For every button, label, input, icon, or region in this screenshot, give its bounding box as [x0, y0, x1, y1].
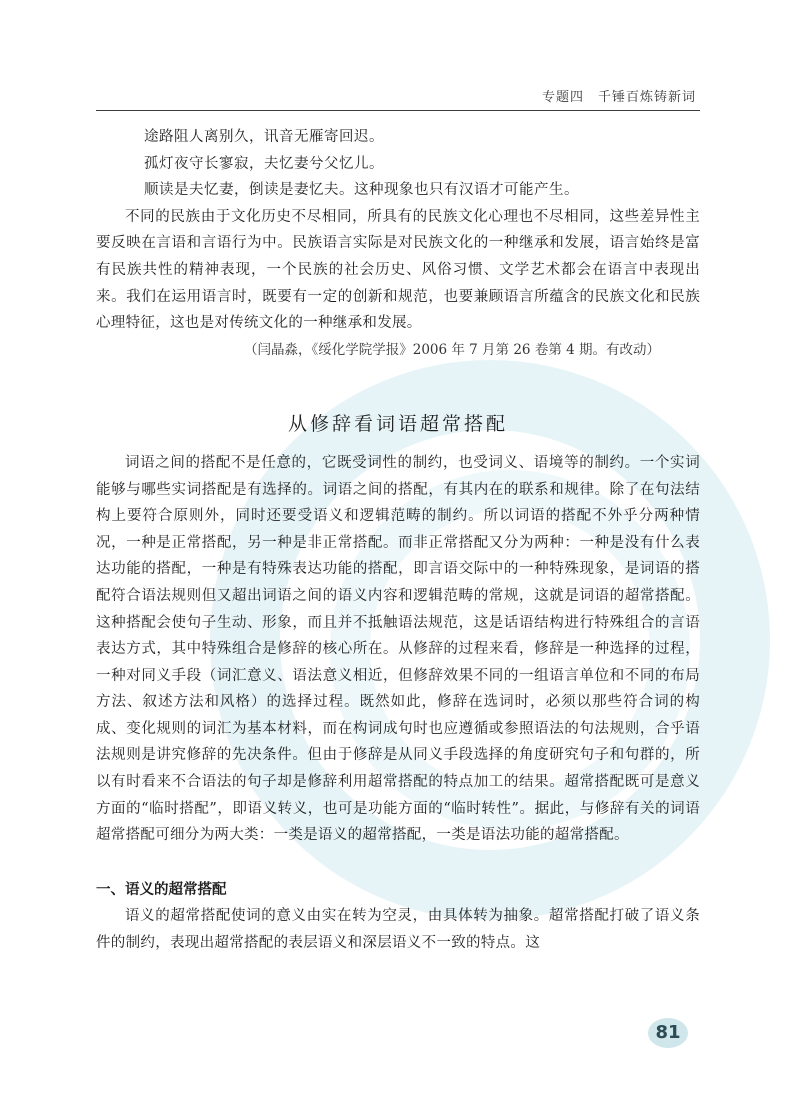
header-title: 专题四 千锤百炼铸新词: [541, 90, 696, 105]
page-content: [96, 124, 700, 957]
section-heading: 一、语义的超常搭配: [96, 881, 227, 898]
source-citation: （闫晶淼，《绥化学院学报》2006 年 7 月第 26 卷第 4 期。有改动）: [243, 341, 660, 358]
body-paragraph: 词语之间的搭配不是任意的，它既受词性的制约，也受词义、语境等的制约。一个实词能够与哪些实词搭配是有选择的。词语之间的搭配，有其内在的联系和规律。除了在句法结构上要符合原则外，同时还要受语义和逻辑范畴的制约。所以词语的搭配不外乎分两种情况，一种是正常搭配，另一种是非正常搭配。而非正常搭配又分为两种：一种是没有什么表达功能的搭配，一种是有特殊表达功能的搭配，即言语交际中的一种特殊现象，是词语的搭配符合语法规则但又超出词语之间的语义内容和逻辑范畴的常规，这就是词语的超常搭配。这种搭配会使句子生动、形象，而且并不抵触语法规范，这是话语结构进行特殊组合的言语表达方式，其中特殊组合是修辞的核心所在。从修辞的过程来看，修辞是一种选择的过程，一种对同义手段（词汇意义、语法意义相近，但修辞效果不同的一组语言单位和不同的布局方法、叙述方法和风格）的选择过程。既然如此，修辞在选词时，必须以那些符合词的构成、变化规则的词汇为基本材料，而在构词成句时也应遵循或参照语法的句法规则，合乎语法规则是讲究修辞的先决条件。但由于修辞是从同义手段选择的角度研究句子和句群的，所以有时看来不合语法的句子却是修辞利用超常搭配的特点加工的结果。超常搭配既可是意义方面的“临时搭配”，即语义转义，也可是功能方面的“临时转性”。据此，与修辞有关的词语超常搭配可细分为两大类：一类是语义的超常搭配，一类是语法功能的超常搭配。: [96, 454, 700, 844]
body-paragraph: 不同的民族由于文化历史不尽相同，所具有的民族文化心理也不尽相同，这些差异性主要反映在言语和言语行为中。民族语言实际是对民族文化的一种继承和发展，语言始终是富有民族共性的精神表现，一个民族的社会历史、风俗习惯、文学艺术都会在语言中表现出来。我们在运用语言时，既要有一定的创新和规范，也要兼顾语言所蕴含的民族文化和民族心理特征，这也是对传统文化的一种继承和发展。: [96, 208, 700, 332]
article-title: 从修辞看词语超常搭配: [287, 413, 508, 436]
page-number: 81: [648, 1018, 688, 1048]
poem-line: 顺读是夫忆妻，倒读是妻忆夫。这种现象也只有汉语才可能产生。: [144, 182, 579, 199]
poem-line: 途路阻人离别久，讯音无雁寄回迟。: [144, 129, 384, 145]
body-paragraph: 语义的超常搭配使词的意义由实在转为空灵，由具体转为抽象。超常搭配打破了语义条件的制约，表现出超常搭配的表层语义和深层语义不一致的特点。这: [96, 908, 700, 952]
running-header: [96, 84, 700, 111]
poem-line: 孤灯夜守长寥寂，夫忆妻兮父忆儿。: [144, 155, 384, 172]
